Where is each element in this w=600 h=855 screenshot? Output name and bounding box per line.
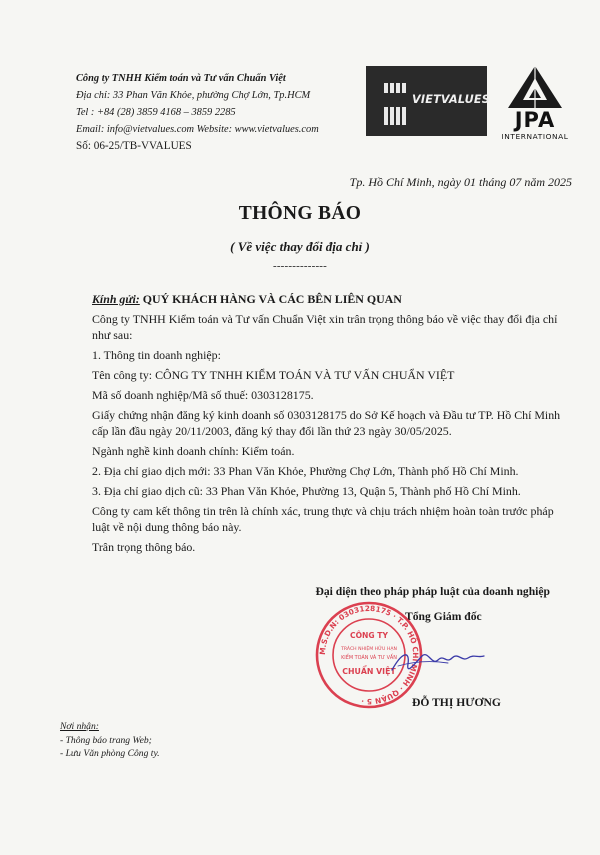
date-line: Tp. Hồ Chí Minh, ngày 01 tháng 07 năm 2025: [349, 175, 572, 189]
company-contact: Email: info@vietvalues.com Website: www.vietvalues.com: [76, 124, 319, 135]
svg-text:KIỂM TOÁN VÀ TƯ VẤN: KIỂM TOÁN VÀ TƯ VẤN: [341, 655, 397, 661]
intro-paragraph: Công ty TNHH Kiểm toán và Tư vấn Chuẩn Việt xin trân trọng thông báo về việc thay đổi địa chỉ như sau:: [92, 312, 558, 342]
vietvalues-logo: [366, 66, 490, 136]
salutation-text: QUÝ KHÁCH HÀNG VÀ CÁC BÊN LIÊN QUAN: [139, 292, 402, 306]
notice-body: [92, 291, 574, 555]
letterhead: [76, 70, 356, 155]
company-address: Địa chỉ: 33 Phan Văn Khỏe, phường Chợ Lớn, Tp.HCM: [76, 90, 311, 101]
signer-name: ĐỖ THỊ HƯƠNG: [412, 696, 501, 709]
tax-code-line: Mã số doanh nghiệp/Mã số thuế: 0303128175.: [92, 388, 314, 402]
company-name: Công ty TNHH Kiểm toán và Tư vấn Chuẩn Việt: [76, 73, 286, 84]
business-line: Ngành nghề kinh doanh chính: Kiểm toán.: [92, 444, 295, 458]
license-paragraph: Giấy chứng nhận đăng ký kinh doanh số 0303128175 do Sở Kế hoạch và Đầu tư TP. Hồ Chí Minh cấp lần đầu ngày 20/11/2003, đăng ký thay đổi lần thứ 23 ngày 30/05/2025.: [92, 408, 561, 438]
vietvalues-wordmark: VIETVALUES: [412, 93, 490, 106]
document-number: Số: 06-25/TB-VVALUES: [76, 140, 192, 152]
document-title: THÔNG BÁO: [238, 203, 362, 224]
svg-text:CHUẨN VIỆT: CHUẨN VIỆT: [342, 667, 396, 676]
section-1-heading: 1. Thông tin doanh nghiệp:: [92, 348, 221, 362]
jpa-wordmark: JPA: [514, 108, 556, 132]
commitment-paragraph: Công ty cam kết thông tin trên là chính xác, trung thực và chịu trách nhiệm hoàn toàn trước pháp luật về nội dung thông báo này.: [92, 504, 554, 534]
recipient-item: - Lưu Văn phòng Công ty.: [60, 748, 160, 759]
svg-text:CÔNG TY: CÔNG TY: [350, 631, 388, 640]
recipient-item: - Thông báo trang Web;: [60, 734, 152, 746]
representative-title: Đại diện theo pháp pháp luật của doanh nghiệp: [315, 585, 550, 598]
jpa-triangle-icon: [490, 64, 580, 110]
jpa-subtitle: INTERNATIONAL: [501, 132, 569, 141]
closing-line: Trân trọng thông báo.: [92, 540, 196, 554]
jpa-logo: [490, 64, 580, 144]
document-subtitle: ( Về việc thay đổi địa chỉ ): [230, 239, 370, 254]
svg-text:TRÁCH NHIỆM HỮU HẠN: TRÁCH NHIỆM HỮU HẠN: [341, 647, 397, 652]
signer-role: Tổng Giám đốc: [405, 610, 482, 623]
salutation-label: Kính gửi:: [92, 292, 140, 306]
svg-text:M.S.D.N: 0303128175 · T.P. HỒ: M.S.D.N: 0303128175 · T.P. HỒ CHÍ MINH · QUẬN 5 ·: [317, 603, 421, 707]
company-name-line: Tên công ty: CÔNG TY TNHH KIỂM TOÁN VÀ TƯ VẤN CHUẨN VIỆT: [92, 368, 455, 382]
recipients-label: Nơi nhận:: [60, 721, 99, 732]
old-address-line: 3. Địa chỉ giao dịch cũ: 33 Phan Văn Khỏe, Phường 13, Quận 5, Thành phố Hồ Chí Minh.: [92, 484, 521, 498]
title-separator: --------------: [272, 260, 328, 272]
recipients-block: [60, 720, 160, 761]
salutation: [92, 291, 574, 307]
new-address-line: 2. Địa chỉ giao dịch mới: 33 Phan Văn Khỏe, Phường Chợ Lớn, Thành phố Hồ Chí Minh.: [92, 464, 519, 478]
handwritten-signature: [388, 636, 488, 686]
company-phone: Tel : +84 (28) 3859 4168 – 3859 2285: [76, 107, 236, 118]
